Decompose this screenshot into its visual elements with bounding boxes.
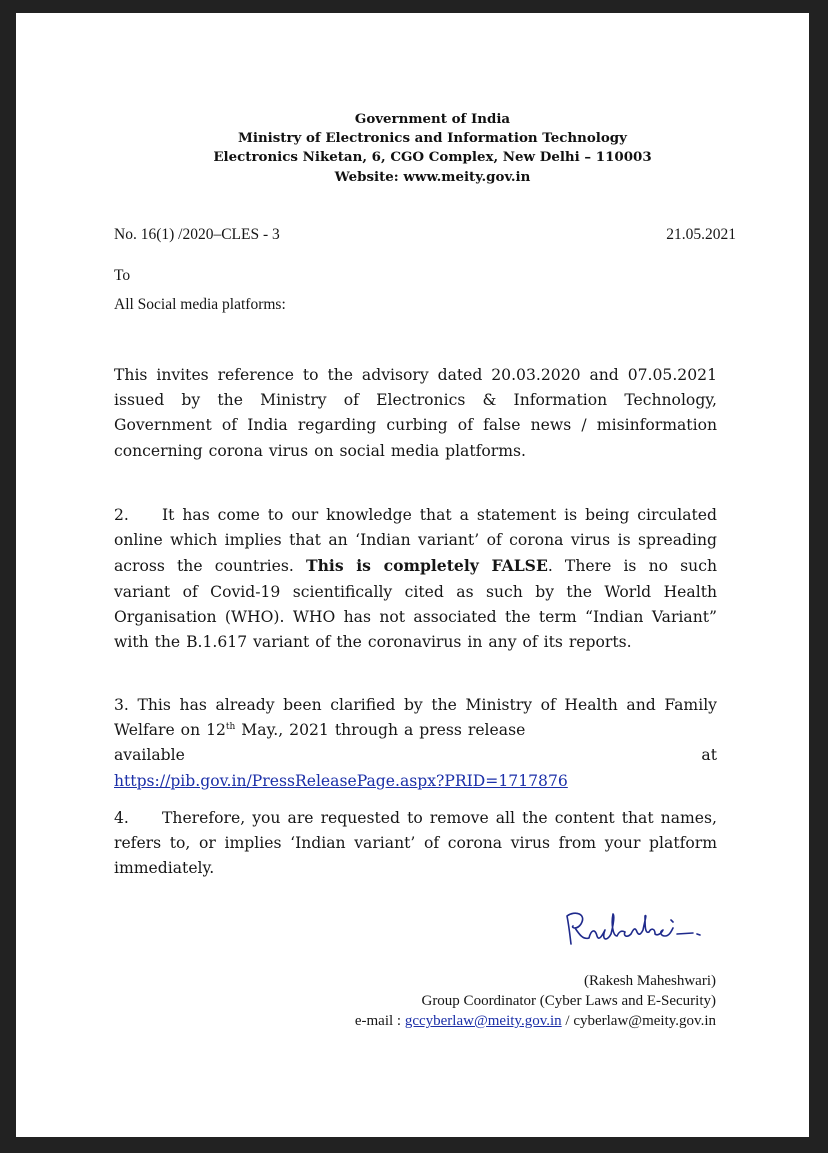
handwritten-signature — [561, 906, 711, 956]
email-link-1[interactable]: gccyberlaw@meity.gov.in — [404, 1013, 562, 1029]
letterhead — [16, 110, 809, 187]
paragraph-2-number: 2. — [114, 506, 129, 524]
addressee: All Social media platforms: — [114, 296, 286, 313]
signatory-email-line — [355, 1011, 716, 1031]
paragraph-3-at: at — [701, 746, 717, 765]
email-separator: / — [561, 1013, 574, 1029]
paragraph-4 — [114, 806, 717, 882]
to-label: To — [114, 267, 131, 284]
paragraph-2-text-a: It has come to our knowledge that a statement is being circulated online which implies that an ‘Indian variant’ of corona virus is spreading across the countries. — [114, 506, 717, 576]
paragraph-4-text: Therefore, you are requested to remove all the content that names, refers to, or implies ‘Indian variant’ of corona virus from your platform immediately. — [114, 809, 717, 878]
paragraph-3-available: available — [114, 746, 185, 765]
letterhead-ministry: Ministry of Electronics and Information Technology — [238, 130, 627, 147]
paragraph-3-sup: th — [225, 722, 236, 733]
letter-date: 21.05.2021 — [666, 226, 736, 243]
paragraph-3-text-a: 3. This has already been clarified by the Ministry of Health and Family Welfare on 12 — [114, 696, 717, 740]
press-release-link[interactable]: https://pib.gov.in/PressReleasePage.aspx?PRID=1717876 — [114, 771, 568, 790]
signature-block — [355, 971, 716, 1031]
paragraph-1: This invites reference to the advisory dated 20.03.2020 and 07.05.2021 issued by the Ministry of Electronics & Information Technology, Government of India regarding curbing of false news / misinformation concerning corona virus on social media platforms. — [114, 366, 717, 460]
letterhead-website: Website: www.meity.gov.in — [334, 168, 531, 185]
reference-number: No. 16(1) /2020–CLES - 3 — [114, 226, 280, 243]
email-address-2: cyberlaw@meity.gov.in — [573, 1013, 716, 1029]
paragraph-2 — [114, 503, 717, 655]
paragraph-3-text-b: May., 2021 through a press release — [235, 721, 526, 740]
paragraph-2-bold: This is completely FALSE — [305, 556, 548, 576]
letterhead-government: Government of India — [354, 111, 511, 127]
signatory-title: Group Coordinator (Cyber Laws and E-Security) — [421, 993, 716, 1009]
letter-page — [16, 13, 809, 1137]
paragraph-3 — [114, 693, 717, 794]
paragraph-4-number: 4. — [114, 809, 129, 827]
email-label: e-mail : — [354, 1013, 405, 1029]
paragraph-2-text-b: . There is no such variant of Covid-19 scientifically cited as such by the World Health Organisation (WHO). WHO has not associated the term “Indian Variant” with the B.1.617 variant of the coronavirus in any of its reports. — [114, 557, 717, 652]
letterhead-address: Electronics Niketan, 6, CGO Complex, New Delhi – 110003 — [213, 149, 652, 166]
signatory-name: (Rakesh Maheshwari) — [583, 973, 716, 989]
